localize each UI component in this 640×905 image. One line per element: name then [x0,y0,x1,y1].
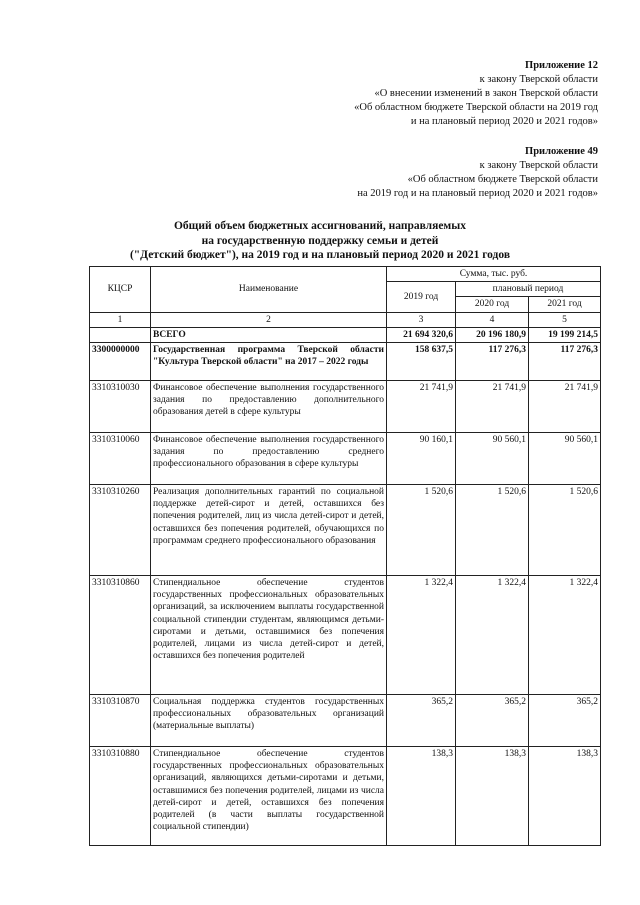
row-code: 3310310060 [90,433,151,485]
row-value-2021: 21 741,9 [529,381,601,433]
row-code: 3300000000 [90,343,151,381]
row-name: Стипендиальное обеспечение студентов государственных профессиональных образовательных организаций, за исключением выплаты государственной социальной стипендии студентам, являющимся детьми-сиротами и детьми, оставшимися без попечения родителей, лицами из числа детей-сирот и детей, оставшихся без попечения родителей [151,576,387,695]
row-value-2020: 21 741,9 [456,381,529,433]
row-code: 3310310870 [90,695,151,747]
row-value-2020: 90 560,1 [456,433,529,485]
table-row [90,433,601,485]
row-value-2020: 117 276,3 [456,343,529,381]
row-value-2020: 365,2 [456,695,529,747]
table-row [90,381,601,433]
header-2019: 2019 год [387,282,456,312]
row-value-2019: 158 637,5 [387,343,456,381]
table-row [90,695,601,747]
row-name: Реализация дополнительных гарантий по социальной поддержке детей-сирот и детей, оставшихся без попечения родителей, лиц из числа детей-сирот и детей, оставшихся без попечения родителей, обучающихся по программам среднего профессионального образования [151,485,387,576]
appendix-49-block [357,145,598,201]
header-2021: 2021 год [529,297,601,312]
total-2021: 19 199 214,5 [529,327,601,342]
row-name: Финансовое обеспечение выполнения государственного задания по предоставлению дополнительного образования детей в сфере культуры [151,381,387,433]
row-code: 3310310880 [90,747,151,846]
total-row [90,327,601,342]
header-kcsr: КЦСР [90,267,151,313]
header-name: Наименование [151,267,387,313]
total-2019: 21 694 320,6 [387,327,456,342]
budget-table [89,266,601,846]
table-row [90,343,601,381]
appendix-49-line: «Об областном бюджете Тверской области [407,174,598,185]
row-value-2020: 1 322,4 [456,576,529,695]
column-number: 2 [151,312,387,327]
row-value-2021: 1 520,6 [529,485,601,576]
total-label: ВСЕГО [151,327,387,342]
row-value-2019: 1 322,4 [387,576,456,695]
row-name: Социальная поддержка студентов государственных профессиональных образовательных организаций (материальные выплаты) [151,695,387,747]
column-number: 4 [456,312,529,327]
row-code: 3310310860 [90,576,151,695]
row-code: 3310310260 [90,485,151,576]
row-value-2020: 1 520,6 [456,485,529,576]
appendix-12-line: к закону Тверской области [479,74,598,85]
row-value-2019: 138,3 [387,747,456,846]
appendix-49-title: Приложение 49 [525,146,598,157]
table-row [90,485,601,576]
row-name: Государственная программа Тверской области "Культура Тверской области" на 2017 – 2022 годы [151,343,387,381]
total-code-cell [90,327,151,342]
appendix-12-line: и на плановый период 2020 и 2021 годов» [410,116,598,127]
header-2020: 2020 год [456,297,529,312]
total-2020: 20 196 180,9 [456,327,529,342]
row-value-2021: 365,2 [529,695,601,747]
appendix-49-line: на 2019 год и на плановый период 2020 и 2021 годов» [357,188,598,199]
appendix-12-block [354,59,598,129]
row-value-2021: 90 560,1 [529,433,601,485]
appendix-12-line: «Об областном бюджете Тверской области на 2019 год [354,102,598,113]
table-row [90,747,601,846]
table-row [90,576,601,695]
row-name: Стипендиальное обеспечение студентов государственных профессиональных образовательных организаций, являющихся детьми-сиротами и детьми, оставшимися без попечения родителей, лицами из числа детей-сирот и детей, оставшихся без попечения родителей (в части выплаты государственной социальной стипендии) [151,747,387,846]
column-number: 5 [529,312,601,327]
title-line: ("Детский бюджет"), на 2019 год и на плановый период 2020 и 2021 годов [129,249,511,261]
title-line: Общий объем бюджетных ассигнований, направляемых [173,220,466,232]
row-value-2020: 138,3 [456,747,529,846]
header-plan-period: плановый период [456,282,601,297]
appendix-12-title: Приложение 12 [525,60,598,71]
row-name: Финансовое обеспечение выполнения государственного задания по предоставлению среднего профессионального образования в сфере культуры [151,433,387,485]
row-value-2021: 138,3 [529,747,601,846]
row-value-2021: 117 276,3 [529,343,601,381]
row-value-2021: 1 322,4 [529,576,601,695]
row-value-2019: 21 741,9 [387,381,456,433]
row-value-2019: 365,2 [387,695,456,747]
column-number: 3 [387,312,456,327]
row-code: 3310310030 [90,381,151,433]
title-line: на государственную поддержку семьи и детей [201,234,439,247]
appendix-49-line: к закону Тверской области [479,160,598,171]
column-number: 1 [90,312,151,327]
row-value-2019: 90 160,1 [387,433,456,485]
document-title [60,219,580,263]
row-value-2019: 1 520,6 [387,485,456,576]
appendix-12-line: «О внесении изменений в закон Тверской области [374,88,598,99]
header-sum: Сумма, тыс. руб. [387,267,601,282]
